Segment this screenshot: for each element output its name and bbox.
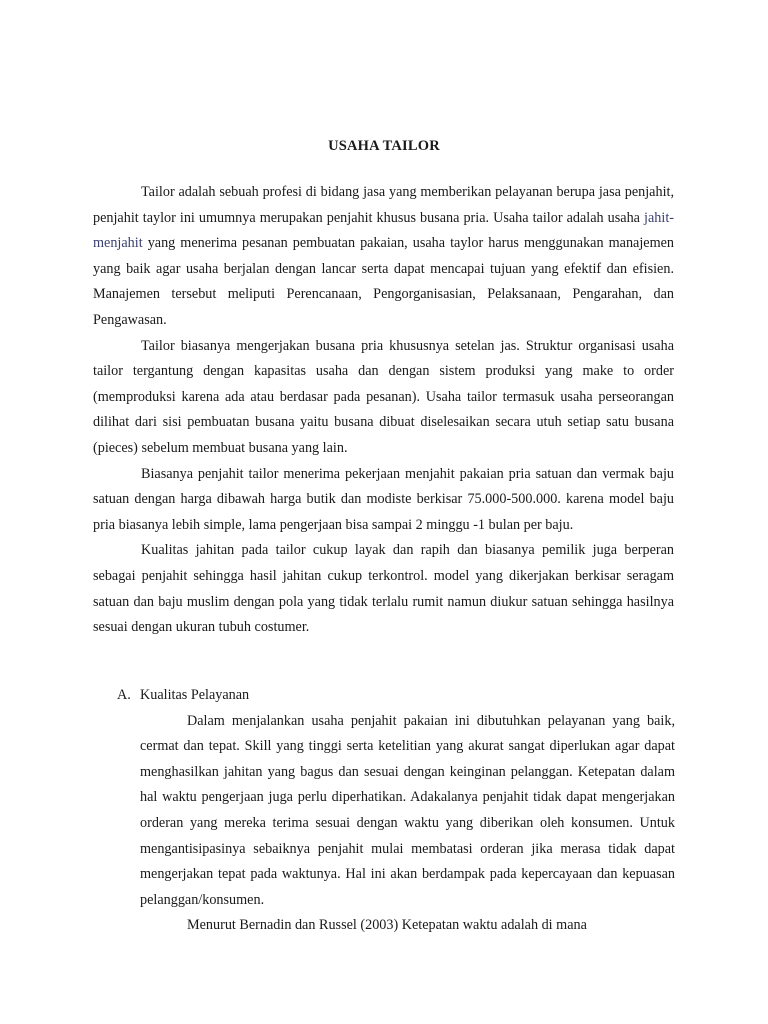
document-body	[93, 180, 674, 641]
paragraph-1-text-end: yang menerima pesanan pembuatan pakaian, usaha taylor harus menggunakan manajemen yang baik agar usaha berjalan dengan lancar serta dapat mencapai tujuan yang efektif dan efisien. Manajemen tersebut meliputi Perencanaan, Pengorganisasian, Pelaksanaan, Pengarahan, dan Pengawasan.	[93, 235, 674, 328]
section-a-body	[140, 709, 675, 939]
paragraph-3: Biasanya penjahit tailor menerima pekerjaan menjahit pakaian pria satuan dan vermak baju satuan dengan harga dibawah harga butik dan modiste berkisar 75.000-500.000. karena model baju pria biasanya lebih simple, lama pengerjaan bisa sampai 2 minggu -1 bulan per baju.	[93, 465, 674, 533]
section-a-letter: A.	[117, 687, 131, 703]
document-title: USAHA TAILOR	[328, 138, 440, 154]
section-a-heading: Kualitas Pelayanan	[140, 687, 250, 703]
paragraph-1-text-start: Tailor adalah sebuah profesi di bidang jasa yang memberikan pelayanan berupa jasa penjahit, penjahit taylor ini umumnya merupakan penjahit khusus busana pria. Usaha tailor adalah usaha	[93, 184, 674, 226]
section-a-heading-row	[93, 683, 674, 709]
section-a	[93, 683, 675, 934]
jahit-menjahit-link[interactable]: jahit-menjahit	[93, 209, 674, 252]
section-a-paragraph-1: Dalam menjalankan usaha penjahit pakaian ini dibutuhkan pelayanan yang baik, cermat dan tepat. Skill yang tinggi serta ketelitian yang akurat sangat diperlukan agar dapat menghasilkan jahitan yang bagus dan sesuai dengan keinginan pelanggan. Ketepatan dalam hal waktu pengerjaan juga perlu diperhatikan. Adakalanya penjahit tidak dapat mengerjakan orderan yang mereka terima sesuai dengan waktu yang diberikan oleh konsumen. Untuk mengantisipasinya sebaiknya penjahit mulai membatasi orderan jika merasa tidak dapat mengerjakan tepat pada waktunya. Hal ini akan berdampak pada kepercayaan dan kepuasan pelanggan/konsumen.	[140, 712, 675, 908]
paragraph-1	[93, 180, 674, 334]
paragraph-4: Kualitas jahitan pada tailor cukup layak dan rapih dan biasanya pemilik juga berperan sebagai penjahit sehingga hasil jahitan cukup terkontrol. model yang dikerjakan berkisar seragam satuan dan baju muslim dengan pola yang tidak terlalu rumit namun diukur satuan sehingga hasilnya sesuai dengan ukuran tubuh costumer.	[93, 542, 674, 636]
paragraph-2: Tailor biasanya mengerjakan busana pria khususnya setelan jas. Struktur organisasi usaha tailor tergantung dengan kapasitas usaha dan dengan sistem produksi yang make to order (memproduksi karena ada atau berdasar pada pesanan). Usaha tailor termasuk usaha perseorangan dilihat dari sisi pembuatan busana yaitu busana dibuat diselesaikan secara utuh setiap satu busana (pieces) sebelum membuat busana yang lain.	[93, 337, 674, 456]
section-a-paragraph-2: Menurut Bernadin dan Russel (2003) Ketepatan waktu adalah di mana	[187, 917, 587, 934]
